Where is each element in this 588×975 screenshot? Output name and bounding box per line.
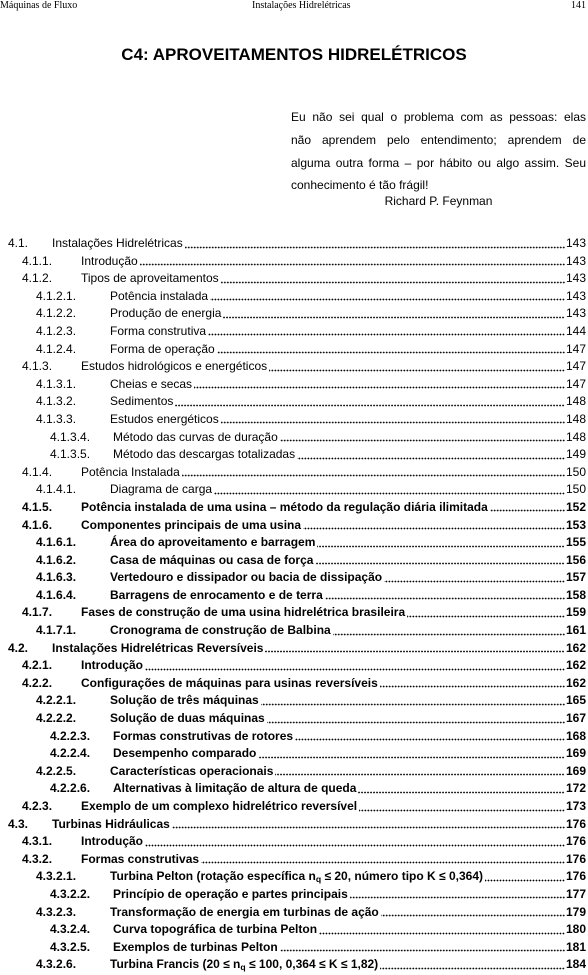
- toc-entry[interactable]: [0, 833, 586, 851]
- toc-entry-number: 4.2.: [8, 640, 29, 655]
- chapter-title: C4: APROVEITAMENTOS HIDRELÉTRICOS: [121, 45, 467, 64]
- toc-entry-number: 4.1.3.3.: [36, 411, 77, 426]
- toc-entry-title: Área do aproveitamento e barragem: [110, 535, 316, 550]
- toc-leader-dots: [380, 956, 565, 974]
- toc-entry-title: Turbinas Hidráulicas: [52, 816, 170, 831]
- toc-leader-dots: [358, 780, 565, 798]
- toc-entry-page: 165: [565, 693, 586, 708]
- toc-leader-dots: [295, 728, 565, 746]
- toc-entry[interactable]: [0, 411, 586, 429]
- toc-entry-page: 176: [565, 816, 586, 831]
- toc-leader-dots: [319, 921, 565, 939]
- toc-leader-dots: [325, 587, 565, 605]
- toc-entry-page: 158: [565, 587, 586, 602]
- toc-entry[interactable]: [0, 341, 586, 359]
- toc-entry-number: 4.3.2.5.: [50, 939, 91, 954]
- toc-entry-page: 143: [565, 236, 586, 250]
- toc-entry-number: 4.3.2.1.: [36, 869, 77, 884]
- toc-entry-title: Configurações de máquinas para usinas reversíveis: [81, 675, 378, 690]
- toc-entry-page: 143: [565, 288, 586, 303]
- toc-entry-number: 4.1.3.5.: [50, 447, 91, 462]
- toc-leader-dots: [303, 517, 565, 535]
- toc-entry-page: 162: [565, 658, 586, 673]
- toc-leader-dots: [223, 305, 565, 323]
- epigraph-line: Eu não sei qual o problema com as pessoas: elas: [291, 110, 586, 124]
- toc-entry[interactable]: [0, 692, 586, 710]
- toc-entry[interactable]: [0, 587, 586, 605]
- toc-entry[interactable]: [0, 429, 586, 447]
- toc-leader-dots: [145, 657, 565, 675]
- toc-entry-title: Componentes principais de uma usina: [81, 517, 302, 532]
- toc-entry[interactable]: [0, 393, 586, 411]
- toc-entry[interactable]: [0, 851, 586, 869]
- toc-leader-dots: [384, 569, 565, 587]
- toc-entry-page: 147: [565, 341, 586, 356]
- toc-entry-number: 4.2.3.: [22, 799, 53, 813]
- toc-entry-title: Tipos de aproveitamentos: [81, 271, 219, 286]
- toc-entry-number: 4.2.2.1.: [36, 693, 77, 708]
- toc-entry[interactable]: [0, 763, 586, 781]
- toc-entry-number: 4.1.7.: [22, 605, 53, 620]
- toc-entry-number: 4.2.2.3.: [50, 728, 91, 743]
- toc-entry[interactable]: [0, 728, 586, 746]
- toc-entry-number: 4.3.2.: [22, 851, 53, 866]
- toc-leader-dots: [185, 235, 565, 253]
- toc-entry-page: 148: [565, 394, 586, 409]
- toc-entry[interactable]: [0, 376, 586, 394]
- toc-entry-page: 176: [565, 851, 586, 866]
- toc-entry[interactable]: [0, 868, 586, 886]
- toc-entry[interactable]: [0, 886, 586, 904]
- toc-entry-title: Estudos hidrológicos e energéticos: [81, 359, 268, 374]
- toc-entry-number: 4.2.2.5.: [36, 763, 77, 778]
- toc-leader-dots: [172, 816, 565, 834]
- toc-entry-number: 4.3.2.3.: [36, 904, 77, 919]
- toc-entry-page: 181: [565, 939, 586, 954]
- toc-entry-page: 162: [565, 675, 586, 690]
- toc-entry-page: 143: [565, 253, 586, 268]
- toc-entry[interactable]: [0, 816, 586, 834]
- toc-entry-number: 4.1.5.: [22, 499, 53, 514]
- toc-leader-dots: [269, 358, 565, 376]
- toc-entry-number: 4.1.3.4.: [50, 429, 91, 444]
- toc-leader-dots: [217, 341, 565, 359]
- toc-leader-dots: [280, 429, 565, 447]
- toc-entry-number: 4.1.2.1.: [36, 288, 77, 303]
- toc-entry-page: 172: [565, 781, 586, 796]
- toc-leader-dots: [317, 534, 565, 552]
- toc-leader-dots: [175, 393, 565, 411]
- toc-leader-dots: [214, 481, 565, 499]
- toc-leader-dots: [485, 868, 565, 886]
- toc-entry-number: 4.3.2.2.: [50, 886, 91, 901]
- epigraph: [291, 109, 586, 209]
- toc-entry-number: 4.2.2.6.: [50, 781, 91, 796]
- toc-entry-number: 4.1.4.: [22, 464, 53, 479]
- toc-leader-dots: [221, 411, 565, 429]
- toc-entry-title: [110, 868, 483, 886]
- toc-entry-number: 4.1.2.: [22, 271, 53, 286]
- toc-entry[interactable]: [0, 939, 586, 957]
- toc-entry-page: 157: [565, 570, 586, 585]
- toc-entry-title: Vertedouro e dissipador ou bacia de dissipação: [110, 570, 383, 585]
- toc-entry-number: 4.1.2.2.: [36, 306, 77, 321]
- toc-entry-title: Diagrama de carga: [110, 482, 213, 497]
- toc-entry-page: 173: [565, 799, 586, 813]
- toc-entry[interactable]: [0, 517, 586, 535]
- subscript-q: q: [315, 874, 322, 885]
- toc-entry[interactable]: [0, 622, 586, 640]
- toc-leader-dots: [194, 376, 565, 394]
- toc-entry-page: 176: [565, 869, 586, 884]
- toc-leader-dots: [261, 692, 565, 710]
- toc-entry-page: 180: [565, 922, 586, 937]
- toc-leader-dots: [221, 270, 565, 288]
- toc-entry[interactable]: [0, 675, 586, 693]
- toc-entry-title: Alternativas à limitação de altura de queda: [113, 781, 357, 796]
- toc-leader-dots: [381, 904, 565, 922]
- toc-entry-title: Princípio de operação e partes principais: [113, 886, 348, 901]
- toc-entry-title: Desempenho comparado: [113, 746, 257, 761]
- toc-entry-title: Cheias e secas: [110, 376, 193, 391]
- toc-entry-number: 4.1.6.1.: [36, 535, 77, 550]
- toc-entry-number: 4.1.2.3.: [36, 323, 77, 338]
- toc-entry-title: Método das descargas totalizadas: [113, 447, 296, 462]
- toc-entry-number: 4.1.6.3.: [36, 570, 77, 585]
- running-header-book-title: Máquinas de Fluxo: [0, 0, 78, 11]
- toc-entry[interactable]: [0, 710, 586, 728]
- toc-entry-title: Forma construtiva: [110, 323, 207, 338]
- toc-entry-page: 176: [565, 834, 586, 849]
- toc-entry-title: Potência instalada: [110, 288, 209, 303]
- toc-entry[interactable]: [0, 323, 586, 341]
- toc-entry-title: Exemplos de turbinas Pelton: [113, 939, 278, 954]
- toc-entry-number: 4.1.1.: [22, 253, 53, 268]
- toc-entry-title: Instalações Hidrelétricas: [52, 236, 183, 250]
- toc-entry-number: 4.1.3.: [22, 359, 53, 374]
- toc-leader-dots: [280, 939, 565, 957]
- toc-entry-title: Estudos energéticos: [110, 411, 219, 426]
- toc-entry[interactable]: [0, 569, 586, 587]
- toc-leader-dots: [265, 640, 565, 658]
- toc-entry-title: Fases de construção de uma usina hidrelétrica brasileira: [81, 605, 406, 620]
- toc-entry[interactable]: [0, 534, 586, 552]
- table-of-contents: [0, 235, 586, 974]
- toc-entry-page: 152: [565, 499, 586, 514]
- toc-entry[interactable]: [0, 288, 586, 306]
- toc-entry[interactable]: [0, 481, 586, 499]
- toc-entry-title: Formas construtivas: [81, 851, 200, 866]
- toc-entry-page: 169: [565, 746, 586, 761]
- toc-entry-page: 184: [565, 957, 586, 972]
- toc-entry-page: 143: [565, 306, 586, 321]
- toc-entry-title: Barragens de enrocamento e de terra: [110, 587, 323, 602]
- toc-leader-dots: [267, 710, 565, 728]
- toc-entry-title: Características operacionais: [110, 763, 274, 778]
- toc-entry-number: 4.1.6.2.: [36, 552, 77, 567]
- toc-entry-page: 177: [565, 886, 586, 901]
- toc-entry-page: 147: [565, 376, 586, 391]
- toc-entry[interactable]: [0, 798, 586, 816]
- toc-entry-page: 156: [565, 552, 586, 567]
- toc-entry[interactable]: [0, 552, 586, 570]
- toc-entry-page: 148: [565, 411, 586, 426]
- toc-entry-page: 155: [565, 535, 586, 550]
- toc-entry-number: 4.3.: [8, 816, 29, 831]
- toc-entry-page: 148: [565, 429, 586, 444]
- toc-entry-number: 4.1.: [8, 236, 29, 250]
- toc-leader-dots: [208, 323, 565, 341]
- toc-entry-title: Sedimentos: [110, 394, 174, 409]
- toc-entry[interactable]: [0, 657, 586, 675]
- toc-leader-dots: [258, 745, 565, 763]
- toc-entry-title: Solução de três máquinas: [110, 693, 259, 708]
- running-header-chapter: Instalações Hidrelétricas: [252, 0, 351, 11]
- toc-entry-page: 169: [565, 763, 586, 778]
- toc-entry-title-part: Turbina Francis (20 ≤ n: [110, 957, 241, 972]
- toc-entry-page: 167: [565, 711, 586, 726]
- toc-entry[interactable]: [0, 956, 586, 974]
- toc-entry[interactable]: [0, 235, 586, 253]
- toc-entry-number: 4.1.6.4.: [36, 587, 77, 602]
- toc-entry-title: Introdução: [81, 658, 143, 673]
- toc-leader-dots: [315, 552, 565, 570]
- toc-leader-dots: [333, 622, 565, 640]
- toc-entry[interactable]: [0, 464, 586, 482]
- toc-leader-dots: [275, 763, 565, 781]
- toc-entry-title: Formas construtivas de rotores: [113, 728, 294, 743]
- toc-entry-title-part: ≤ 20, número tipo K ≤ 0,364): [321, 869, 483, 884]
- epigraph-author: Richard P. Feynman: [384, 194, 493, 208]
- toc-entry-title-part: Turbina Pelton (rotação específica n: [110, 869, 316, 884]
- toc-entry-number: 4.2.2.: [22, 675, 53, 690]
- toc-entry[interactable]: [0, 270, 586, 288]
- subscript-q: q: [240, 962, 246, 973]
- toc-entry-title: Introdução: [81, 834, 143, 849]
- toc-entry[interactable]: [0, 446, 586, 464]
- toc-entry[interactable]: [0, 780, 586, 798]
- toc-entry-title: Cronograma de construção de Balbina: [110, 623, 331, 638]
- toc-leader-dots: [201, 851, 565, 869]
- toc-entry-number: 4.2.1.: [22, 658, 53, 673]
- toc-entry-page: 150: [565, 482, 586, 497]
- toc-entry-number: 4.1.4.1.: [36, 482, 77, 497]
- toc-entry-page: 149: [565, 447, 586, 462]
- toc-entry[interactable]: [0, 604, 586, 622]
- toc-entry-page: 153: [565, 517, 586, 532]
- toc-entry-page: 150: [565, 464, 586, 479]
- epigraph-line: não aprendem pelo entendimento; aprendem de: [291, 133, 586, 147]
- toc-entry-number: 4.3.2.4.: [50, 922, 91, 937]
- toc-leader-dots: [145, 833, 565, 851]
- toc-entry-page: 162: [565, 640, 586, 655]
- toc-entry-title: Curva topográfica de turbina Pelton: [113, 922, 318, 937]
- toc-entry-title: Forma de operação: [110, 341, 215, 356]
- toc-entry-number: 4.1.2.4.: [36, 341, 77, 356]
- toc-leader-dots: [359, 798, 565, 816]
- toc-entry[interactable]: [0, 745, 586, 763]
- toc-entry-page: 147: [565, 359, 586, 374]
- toc-entry-title: Instalações Hidrelétricas Reversíveis: [52, 640, 264, 655]
- toc-entry-title: Potência instalada de uma usina – método da regulação diária ilimitada: [81, 499, 488, 514]
- toc-entry-title: Casa de máquinas ou casa de força: [110, 552, 314, 567]
- page-number: 141: [571, 0, 586, 11]
- toc-entry-title: Exemplo de um complexo hidrelétrico reversível: [81, 799, 358, 813]
- toc-entry[interactable]: [0, 358, 586, 376]
- toc-entry-title: Método das curvas de duração: [113, 429, 278, 444]
- toc-leader-dots: [140, 253, 565, 271]
- toc-entry-title: Introdução: [81, 253, 138, 268]
- toc-leader-dots: [407, 604, 565, 622]
- toc-entry-page: 144: [565, 323, 586, 338]
- toc-entry[interactable]: [0, 904, 586, 922]
- toc-leader-dots: [182, 464, 565, 482]
- toc-entry[interactable]: [0, 499, 586, 517]
- toc-entry[interactable]: [0, 305, 586, 323]
- toc-entry-page: 159: [565, 605, 586, 620]
- toc-leader-dots: [210, 288, 565, 306]
- toc-entry-number: 4.3.1.: [22, 834, 53, 849]
- toc-entry-title: Produção de energia: [110, 306, 222, 321]
- toc-entry-page: 161: [565, 623, 586, 638]
- toc-entry-page: 168: [565, 728, 586, 743]
- toc-entry-title: Transformação de energia em turbinas de ação: [110, 904, 379, 919]
- toc-entry-title: Potência Instalada: [81, 464, 180, 479]
- toc-entry-number: 4.2.2.4.: [50, 746, 91, 761]
- toc-entry-title: Solução de duas máquinas: [110, 711, 265, 726]
- toc-entry-page: 143: [565, 271, 586, 286]
- toc-leader-dots: [380, 675, 565, 693]
- toc-entry-number: 4.1.7.1.: [36, 623, 77, 638]
- toc-entry-number: 4.2.2.2.: [36, 711, 77, 726]
- toc-entry-page: 179: [565, 904, 586, 919]
- toc-leader-dots: [350, 886, 565, 904]
- toc-leader-dots: [490, 499, 565, 517]
- toc-entry-number: 4.3.2.6.: [36, 957, 77, 972]
- toc-leader-dots: [297, 446, 565, 464]
- toc-entry-title-part: ≤ 100, 0,364 ≤ K ≤ 1,82): [245, 957, 379, 972]
- toc-entry-number: 4.1.3.1.: [36, 376, 77, 391]
- toc-entry-number: 4.1.6.: [22, 517, 53, 532]
- toc-entry[interactable]: [0, 640, 586, 658]
- toc-entry[interactable]: [0, 921, 586, 939]
- toc-entry[interactable]: [0, 253, 586, 271]
- epigraph-line: conhecimento é tão frágil!: [291, 178, 429, 192]
- toc-entry-title: [110, 956, 378, 974]
- epigraph-line: alguma outra forma – por hábito ou algo assim. Seu: [291, 156, 586, 170]
- toc-entry-number: 4.1.3.2.: [36, 394, 77, 409]
